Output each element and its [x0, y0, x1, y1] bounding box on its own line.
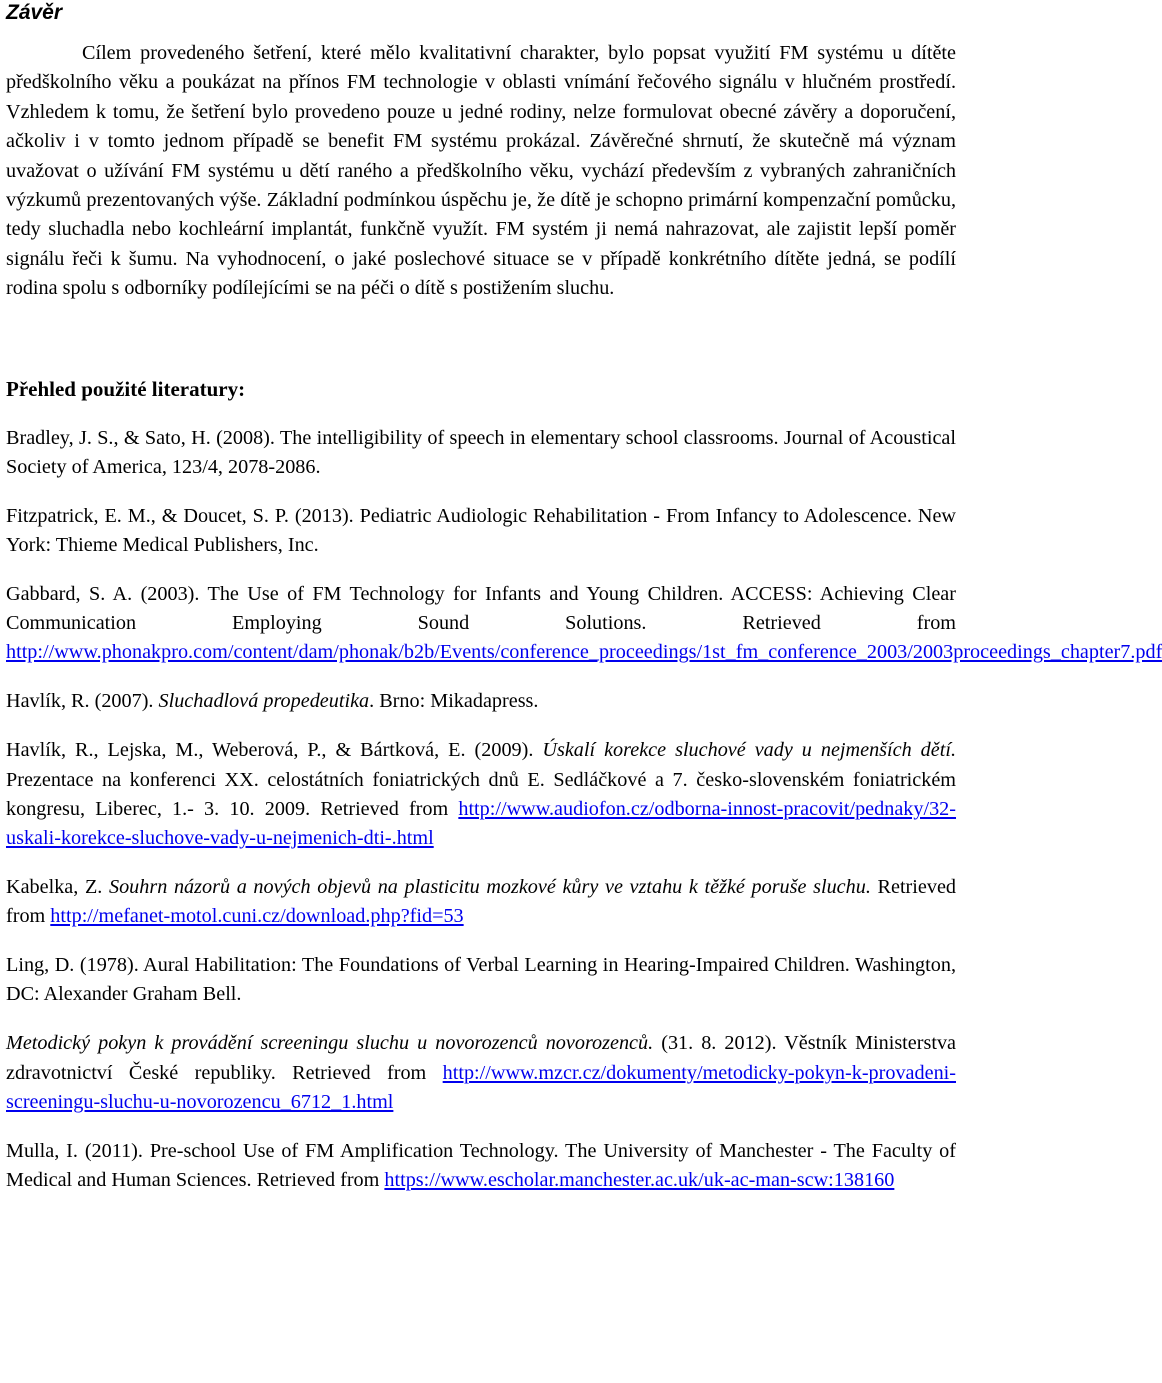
reference-text: Gabbard, S. A. (2003). The Use of FM Technology for Infants and Young Children. ACCESS: Achieving Clear Communication Employing Sound Solutions. Retrieved from	[6, 583, 956, 635]
reference-link[interactable]: http://mefanet-motol.cuni.cz/download.php?fid=53	[50, 905, 464, 928]
reference-text: Fitzpatrick, E. M., & Doucet, S. P. (2013). Pediatric Audiologic Rehabilitation - From Infancy to Adolescence. New York: Thieme Medical Publishers, Inc.	[6, 504, 956, 557]
reference-item	[6, 951, 956, 1009]
reference-text: Prezentace na konferenci XX. celostátních foniatrických dnů E. Sedláčkové a 7. česko-slovenském foniatrickém kongresu, Liberec, 1.- 3. 10. 2009. Retrieved from	[6, 768, 956, 820]
reference-list	[6, 424, 1162, 1196]
reference-link[interactable]: http://www.mzcr.cz/dokumenty/metodicky-pokyn-k-provadeni-screeningu-sluchu-u-novorozencu_6712_1.html	[6, 1061, 956, 1113]
reference-text: Mulla, I. (2011). Pre-school Use of FM Amplification Technology. The University of Manchester - The Faculty of Medical and Human Sciences. Retrieved from	[6, 1139, 956, 1192]
reference-text: Kabelka, Z.	[6, 876, 109, 899]
reference-link[interactable]: http://www.phonakpro.com/content/dam/phonak/b2b/Events/conference_proceedings/1st_fm_conference_2003/2003proceedings_chapter7.pdf	[6, 641, 1162, 664]
reference-link[interactable]: https://www.escholar.manchester.ac.uk/uk-ac-man-scw:138160	[384, 1169, 895, 1192]
reference-item	[6, 1137, 956, 1195]
reference-item	[6, 873, 956, 931]
section-title: Závěr	[6, 1, 63, 24]
reference-item	[6, 424, 956, 482]
reference-item	[6, 1029, 956, 1117]
conclusion-paragraph: Cílem provedeného šetření, které mělo kvalitativní charakter, bylo popsat využití FM systému u dítěte předškolního věku a poukázat na přínos FM technologie v oblasti vnímání řečového signálu v hlučném prostředí. Vzhledem k tomu, že šetření bylo provedeno pouze u jedné rodiny, nelze formulovat obecné závěry a doporučení, ačkoliv i v tomto jednom případě se benefit FM systému prokázal. Závěrečné shrnutí, že skutečně má význam uvažovat o užívání FM systému u dětí raného a předškolního věku, vychází především z vybraných zahraničních výzkumů prezentovaných výše. Základní podmínkou úspěchu je, že dítě je schopno primární kompenzační pomůcku, tedy sluchadla nebo kochleární implantát, funkčně využít. FM systém ji nemá nahrazovat, ale zajistit lepší poměr signálu řeči k šumu. Na vyhodnocení, o jaké poslechové situace se v případě konkrétního dítěte jedná, se podílí rodina spolu s odborníky podílejícími se na péči o dítě s postižením sluchu.	[6, 42, 956, 300]
reference-text: Bradley, J. S., & Sato, H. (2008). The intelligibility of speech in elementary school classrooms. Journal of Acoustical Society of America, 123/4, 2078-2086.	[6, 426, 956, 478]
reference-text: Ling, D. (1978). Aural Habilitation: The Foundations of Verbal Learning in Hearing-Impaired Children. Washington, DC: Alexander Graham Bell.	[6, 954, 956, 1006]
reference-title-italic: Sluchadlová propedeutika	[158, 690, 370, 713]
reference-item	[6, 736, 956, 853]
document-page	[6, 0, 1162, 1215]
reference-link[interactable]: http://www.audiofon.cz/odborna-innost-pracovit/pednaky/32-uskali-korekce-sluchove-vady-u-nejmenich-dti-.html	[6, 797, 956, 850]
reference-item	[6, 502, 956, 560]
references-title: Přehled použité literatury:	[6, 376, 246, 401]
reference-item	[6, 687, 956, 716]
reference-text: Retrieved from	[6, 876, 956, 928]
reference-text: . Brno: Mikadapress.	[369, 690, 539, 713]
reference-text: Havlík, R. (2007).	[6, 690, 159, 713]
reference-text: Havlík, R., Lejska, M., Weberová, P., & Bártková, E. (2009).	[6, 739, 543, 762]
reference-title-italic: Úskalí korekce sluchové vady u nejmenších dětí.	[542, 739, 956, 762]
reference-item	[6, 580, 1162, 668]
reference-title-italic: Metodický pokyn k provádění screeningu sluchu u novorozenců novorozenců.	[6, 1032, 654, 1055]
reference-text: (31. 8. 2012). Věstník Ministerstva zdravotnictví České republiky. Retrieved from	[6, 1032, 956, 1084]
reference-title-italic: Souhrn názorů a nových objevů na plasticitu mozkové kůry ve vztahu k těžké poruše sluchu.	[108, 876, 871, 899]
